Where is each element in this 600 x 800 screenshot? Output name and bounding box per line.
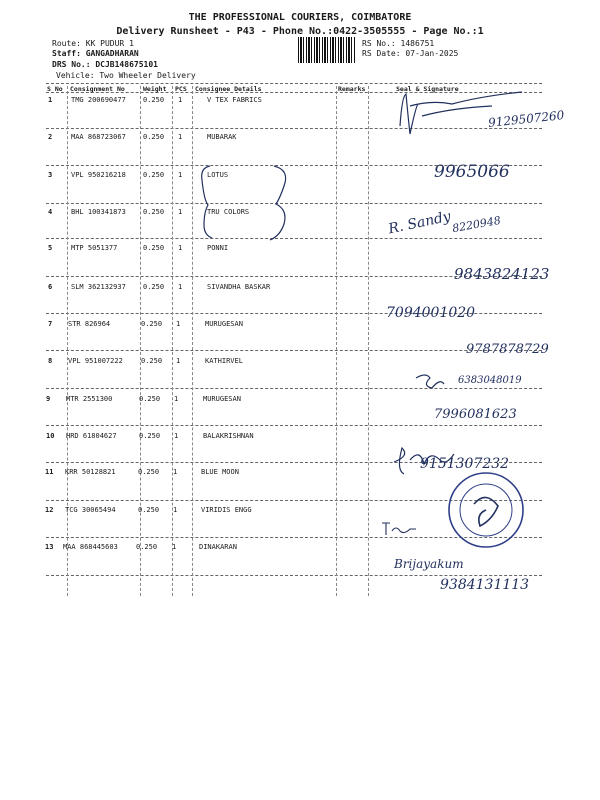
company-title: THE PROFESSIONAL COURIERS, COIMBATORE: [188, 12, 412, 23]
runsheet-title: Delivery Runsheet - P43 - Phone No.:0422-3505555 - Page No.:1: [116, 26, 484, 37]
handwritten-brace: [196, 160, 306, 245]
column-rule: [336, 86, 337, 596]
row-pcs: 1: [172, 543, 177, 551]
row-consignment: SLM 362132937: [71, 283, 126, 291]
row-divider: [46, 425, 542, 426]
row-consignee: BLUE MOON: [201, 468, 239, 476]
handwritten-phone: 9965066: [434, 162, 510, 182]
row-consignment: VPL 951007222: [68, 357, 123, 365]
row-pcs: 1: [173, 468, 178, 476]
row-consignment: STR 826964: [68, 320, 111, 328]
header-sno: S No: [47, 85, 63, 93]
drs-number: DRS No.: DCJB148675101: [52, 60, 158, 69]
header-signature: Seal & Signature: [396, 85, 459, 93]
column-rule: [172, 86, 173, 596]
handwritten-phone: 9384131113: [440, 577, 530, 593]
staff-label: Staff: GANGADHARAN: [52, 49, 139, 58]
signature-scribble: [392, 86, 532, 136]
column-rule: [368, 86, 369, 596]
row-sno: 3: [48, 171, 53, 179]
row-weight: 0.250: [143, 96, 165, 104]
row-consignment: MAA 868723067: [71, 133, 126, 141]
header-consignee: Consignee Details: [195, 85, 262, 93]
row-pcs: 1: [176, 320, 181, 328]
row-consignee: LOTUS: [207, 171, 229, 179]
row-pcs: 1: [178, 208, 183, 216]
row-weight: 0.250: [141, 320, 163, 328]
row-pcs: 1: [178, 171, 183, 179]
row-consignment: KRR 50128821: [65, 468, 116, 476]
row-pcs: 1: [178, 244, 183, 252]
handwritten-name: Brijayakum: [394, 557, 464, 571]
row-sno: 2: [48, 133, 53, 141]
handwritten-phone: 9151307232: [420, 456, 510, 472]
row-pcs: 1: [174, 395, 179, 403]
row-weight: 0.250: [143, 171, 165, 179]
company-stamp: [446, 470, 526, 550]
row-sno: 13: [45, 543, 54, 551]
row-pcs: 1: [173, 506, 178, 514]
row-weight: 0.250: [136, 543, 158, 551]
row-weight: 0.250: [139, 432, 161, 440]
row-consignee: TRU COLORS: [207, 208, 250, 216]
handwritten-phone: 7996081623: [434, 407, 517, 422]
row-weight: 0.250: [141, 357, 163, 365]
row-consignee: MUBARAK: [207, 133, 237, 141]
row-sno: 8: [48, 357, 53, 365]
header-consignment: Consignment No: [70, 85, 125, 93]
row-consignment: BHL 100341873: [71, 208, 126, 216]
row-pcs: 1: [174, 432, 179, 440]
row-pcs: 1: [178, 133, 183, 141]
table-top-rule: [46, 83, 542, 84]
handwritten-phone: 9843824123: [454, 265, 550, 283]
row-consignee: MURUGESAN: [205, 320, 243, 328]
row-sno: 10: [46, 432, 55, 440]
row-consignee: PONNI: [207, 244, 229, 252]
row-consignment: HRD 61804627: [66, 432, 117, 440]
row-sno: 6: [48, 283, 53, 291]
row-divider: [46, 388, 542, 389]
row-weight: 0.250: [138, 506, 160, 514]
row-sno: 5: [48, 244, 53, 252]
row-pcs: 1: [176, 357, 181, 365]
route-label: Route: KK PUDUR 1: [52, 39, 134, 48]
row-consignment: MTP 5051377: [71, 244, 118, 252]
signature-scribble: [412, 368, 448, 398]
row-consignment: MAA 868445603: [63, 543, 118, 551]
handwritten-phone: 9787878729: [466, 342, 549, 357]
signature-scribble: [380, 517, 420, 539]
column-rule: [192, 86, 193, 596]
rs-number: RS No.: 1486751: [362, 39, 435, 48]
row-sno: 12: [45, 506, 54, 514]
row-weight: 0.250: [143, 133, 165, 141]
row-consignee: SIVANDHA BASKAR: [207, 283, 271, 291]
column-rule: [67, 86, 68, 596]
row-consignment: VPL 950216218: [71, 171, 126, 179]
row-divider: [46, 575, 542, 576]
column-rule: [140, 86, 141, 596]
row-pcs: 1: [178, 283, 183, 291]
row-weight: 0.250: [138, 468, 160, 476]
row-consignee: VIRIDIS ENGG: [201, 506, 252, 514]
barcode: [298, 37, 356, 63]
row-pcs: 1: [178, 96, 183, 104]
header-pcs: PCS: [175, 85, 187, 93]
row-weight: 0.250: [143, 208, 165, 216]
rs-date: RS Date: 07-Jan-2025: [362, 49, 459, 58]
handwritten-phone: 7094001020: [386, 305, 476, 321]
handwritten-name: R. Sandy: [387, 208, 453, 238]
row-consignment: TMG 200690477: [71, 96, 126, 104]
row-sno: 11: [45, 468, 54, 476]
handwritten-phone: 8220948: [451, 213, 502, 236]
row-consignee: MURUGESAN: [203, 395, 241, 403]
row-consignment: MTR 2551300: [66, 395, 113, 403]
row-sno: 7: [48, 320, 53, 328]
row-consignee: DINAKARAN: [199, 543, 237, 551]
header-weight: Weight: [143, 85, 167, 93]
row-consignee: BALAKRISHNAN: [203, 432, 254, 440]
handwritten-phone: 9129507260: [487, 108, 565, 130]
row-consignee: KATHIRVEL: [205, 357, 243, 365]
row-sno: 9: [46, 395, 51, 403]
row-sno: 4: [48, 208, 53, 216]
handwritten-phone: 6383048019: [458, 375, 522, 386]
header-remarks: Remarks: [338, 85, 366, 93]
row-consignment: TCG 30065494: [65, 506, 116, 514]
row-weight: 0.250: [139, 395, 161, 403]
row-consignee: V TEX FABRICS: [207, 96, 262, 104]
row-sno: 1: [48, 96, 53, 104]
row-weight: 0.250: [143, 283, 165, 291]
vehicle-label: Vehicle: Two Wheeler Delivery: [56, 71, 196, 80]
row-weight: 0.250: [143, 244, 165, 252]
